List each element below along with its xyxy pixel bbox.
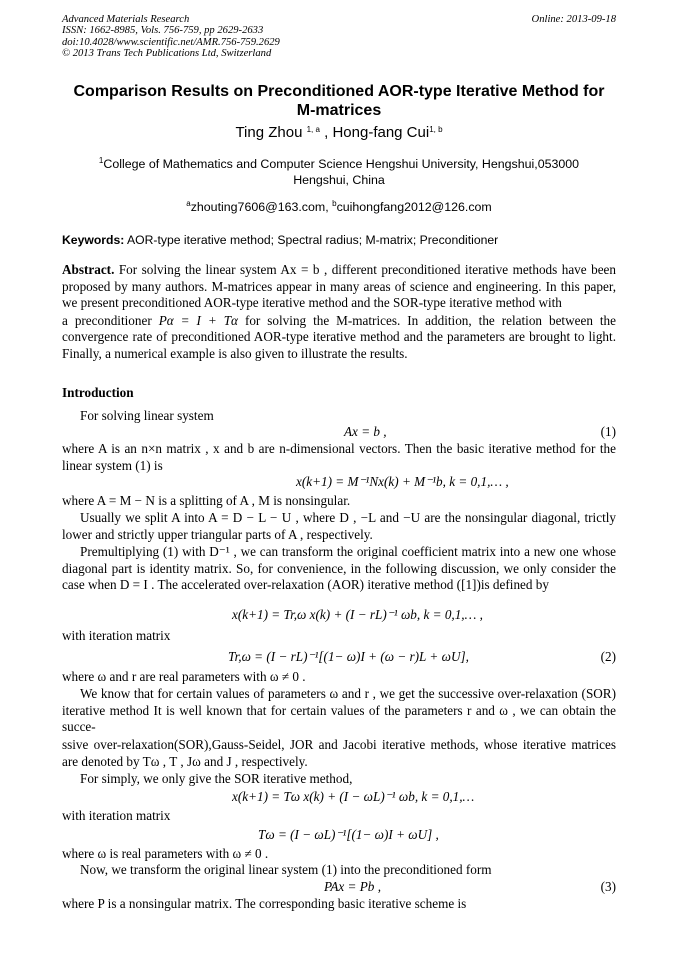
intro-sentence-2: where A is an n×n matrix , x and b are n-dimensional vectors. Then the basic iterative method for the linear system (1) is	[62, 441, 616, 473]
copyright-line: © 2013 Trans Tech Publications Ltd, Switzerland	[62, 48, 272, 60]
abstract-text-2b: for solving the M-matrices. In addition, the relation between the convergence rate of preconditioned AOR-type iterative method and the parameters are brought to light. Finally, a numerical example is also given to illustrate the results.	[62, 313, 616, 361]
intro-sentence-14: where P is a nonsingular matrix. The corresponding basic iterative scheme is	[62, 896, 467, 911]
affiliation-line-1: College of Mathematics and Computer Science Hengshui University, Hengshui,053000	[103, 157, 580, 171]
equation-1-number: (1)	[600, 424, 616, 439]
equation-2-formula: Tr,ω = (I − rL)⁻¹[(1− ω)I + (ω − r)L + ωU],	[228, 649, 469, 664]
journal-name: Advanced Materials Research	[62, 14, 190, 25]
intro-sentence-3: where A = M − N is a splitting of A , M is nonsingular.	[62, 493, 351, 508]
keywords-label: Keywords:	[62, 233, 125, 247]
abstract-label: Abstract.	[62, 262, 115, 277]
equation-basic-iteration	[62, 474, 616, 492]
author-separator: ,	[319, 124, 333, 141]
intro-sentence-6: with iteration matrix	[62, 628, 171, 643]
equation-sor	[62, 789, 616, 807]
author-2-sup: 1, b	[429, 125, 443, 134]
abstract	[62, 262, 616, 312]
doi-line: doi:10.4028/www.scientific.net/AMR.756-759.2629	[62, 36, 280, 48]
equation-sor-matrix-formula: Tω = (I − ωL)⁻¹[(1− ω)I + ωU] ,	[258, 827, 439, 842]
author-1-sup: 1, a	[306, 125, 320, 134]
journal-header	[62, 14, 616, 60]
preconditioner-formula: Pα = I + Tα	[158, 313, 238, 328]
email-a[interactable]: zhouting7606@163.com,	[190, 200, 333, 214]
paper-title: Comparison Results on Preconditioned AOR-type Iterative Method for M-matrices	[73, 83, 605, 119]
email-line	[62, 200, 616, 214]
intro-sentence-1: For solving linear system	[80, 408, 214, 423]
equation-sor-matrix	[62, 827, 616, 845]
affiliation-sup: 1	[98, 156, 104, 165]
equation-aor-formula: x(k+1) = Tr,ω x(k) + (I − rL)⁻¹ ωb, k = 0,1,… ,	[232, 607, 483, 622]
intro-sentence-8: We know that for certain values of parameters ω and r , we get the successive over-relaxation (SOR) iterative method It is well known that for certain values of the parameters r and ω , we can obtain the succe-	[62, 686, 616, 735]
issn-line: ISSN: 1662-8985, Vols. 756-759, pp 2629-2633	[62, 25, 264, 37]
intro-sentence-7: where ω and r are real parameters with ω ≠ 0 .	[62, 669, 306, 684]
section-heading-introduction: Introduction	[62, 385, 134, 400]
author-2-name: Hong-fang Cui	[332, 124, 430, 141]
equation-2	[62, 649, 616, 667]
email-b[interactable]: cuihongfang2012@126.com	[336, 200, 492, 214]
equation-3-number: (3)	[600, 879, 616, 894]
equation-2-number: (2)	[600, 649, 616, 664]
keywords-text: AOR-type iterative method; Spectral radius; M-matrix; Preconditioner	[124, 233, 499, 247]
equation-3	[62, 879, 616, 897]
intro-sentence-9: ssive over-relaxation(SOR),Gauss-Seidel, JOR and Jacobi iterative methods, whose iterative matrices are denoted by Tω , T , Jω and J , respectively.	[62, 737, 616, 769]
equation-sor-formula: x(k+1) = Tω x(k) + (I − ωL)⁻¹ ωb, k = 0,1,…	[232, 789, 475, 804]
author-line	[62, 124, 616, 141]
intro-sentence-13: Now, we transform the original linear system (1) into the preconditioned form	[80, 862, 492, 877]
equation-1-formula: Ax = b ,	[344, 424, 387, 439]
equation-1	[62, 424, 616, 442]
affiliation-line-2: Hengshui, China	[293, 173, 385, 187]
intro-sentence-12: where ω is real parameters with ω ≠ 0 .	[62, 846, 269, 861]
intro-sentence-11: with iteration matrix	[62, 808, 171, 823]
abstract-continued	[62, 313, 616, 362]
author-1-name: Ting Zhou	[235, 124, 303, 141]
email-b-sup: b	[332, 199, 337, 208]
abstract-text-2a: a preconditioner	[62, 313, 159, 328]
keywords	[62, 233, 616, 247]
online-date: Online: 2013-09-18	[531, 14, 616, 25]
intro-sentence-5: Premultiplying (1) with D⁻¹ , we can transform the original coefficient matrix into a new one whose diagonal part is identity matrix. So, for convenience, in the following discussion, we only consider the case when D = I . The accelerated over-relaxation (AOR) iterative method ([1])is defined by	[62, 544, 616, 593]
equation-aor	[62, 607, 616, 625]
equation-3-formula: PAx = Pb ,	[324, 879, 381, 894]
equation-basic-iteration-formula: x(k+1) = M⁻¹Nx(k) + M⁻¹b, k = 0,1,… ,	[296, 474, 509, 489]
affiliation	[62, 156, 616, 188]
intro-sentence-4: Usually we split A into A = D − L − U , where D , −L and −U are the nonsingular diagonal, trictly lower and strictly upper triangular parts of A , respectively.	[62, 510, 616, 542]
intro-sentence-10: For simply, we only give the SOR iterative method,	[80, 771, 353, 786]
abstract-text-1: For solving the linear system Ax = b , different preconditioned iterative methods have been proposed by many authors. M-matrices appear in many areas of science and engineering. In this paper, we present preconditioned AOR-type iterative method and the SOR-type iterative method with	[62, 262, 616, 311]
email-a-sup: a	[186, 199, 191, 208]
